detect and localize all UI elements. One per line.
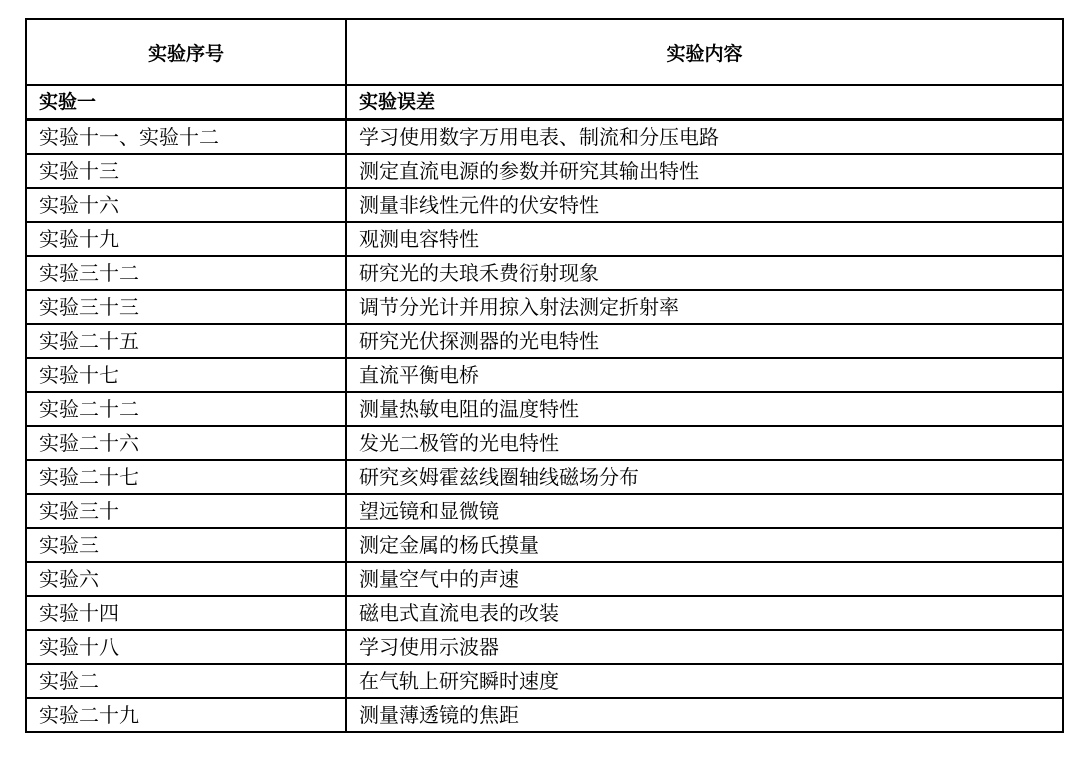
cell-experiment-id: 实验十七 [27,359,347,393]
table-row [27,529,1064,563]
cell-experiment-content: 实验误差 [347,86,1064,120]
cell-experiment-id: 实验十九 [27,223,347,257]
cell-experiment-content: 发光二极管的光电特性 [347,427,1064,461]
cell-experiment-content: 调节分光计并用掠入射法测定折射率 [347,291,1064,325]
cell-experiment-id: 实验十四 [27,597,347,631]
column-header-id: 实验序号 [27,20,347,86]
table-row [27,223,1064,257]
cell-experiment-id: 实验二 [27,665,347,699]
cell-experiment-content: 观测电容特性 [347,223,1064,257]
column-header-content: 实验内容 [347,20,1064,86]
cell-experiment-content: 磁电式直流电表的改装 [347,597,1064,631]
cell-experiment-content: 测定金属的杨氏摸量 [347,529,1064,563]
cell-experiment-content: 学习使用数字万用电表、制流和分压电路 [347,120,1064,155]
cell-experiment-id: 实验十三 [27,155,347,189]
cell-experiment-content: 在气轨上研究瞬时速度 [347,665,1064,699]
table-row [27,597,1064,631]
cell-experiment-id: 实验二十二 [27,393,347,427]
cell-experiment-content: 测量薄透镜的焦距 [347,699,1064,733]
cell-experiment-id: 实验三十二 [27,257,347,291]
cell-experiment-id: 实验十一、实验十二 [27,120,347,155]
cell-experiment-content: 测量空气中的声速 [347,563,1064,597]
table-row [27,291,1064,325]
cell-experiment-id: 实验二十七 [27,461,347,495]
table-row [27,631,1064,665]
table-row [27,393,1064,427]
cell-experiment-content: 测定直流电源的参数并研究其输出特性 [347,155,1064,189]
table-row [27,189,1064,223]
cell-experiment-id: 实验三十三 [27,291,347,325]
cell-experiment-id: 实验二十六 [27,427,347,461]
cell-experiment-id: 实验十八 [27,631,347,665]
table-row [27,563,1064,597]
cell-experiment-id: 实验三十 [27,495,347,529]
cell-experiment-content: 研究光伏探测器的光电特性 [347,325,1064,359]
cell-experiment-content: 测量热敏电阻的温度特性 [347,393,1064,427]
table-body [27,86,1064,733]
table-row [27,325,1064,359]
table-row [27,120,1064,155]
table-row [27,155,1064,189]
cell-experiment-content: 直流平衡电桥 [347,359,1064,393]
table-row [27,359,1064,393]
cell-experiment-content: 望远镜和显微镜 [347,495,1064,529]
cell-experiment-id: 实验一 [27,86,347,120]
table-row [27,699,1064,733]
table-row [27,461,1064,495]
cell-experiment-content: 测量非线性元件的伏安特性 [347,189,1064,223]
cell-experiment-id: 实验六 [27,563,347,597]
cell-experiment-content: 研究光的夫琅禾费衍射现象 [347,257,1064,291]
experiment-table [25,18,1064,733]
table-row [27,257,1064,291]
cell-experiment-id: 实验三 [27,529,347,563]
table-header-row [27,20,1064,86]
table-row [27,495,1064,529]
table-row [27,427,1064,461]
cell-experiment-id: 实验十六 [27,189,347,223]
table-row [27,86,1064,120]
cell-experiment-content: 学习使用示波器 [347,631,1064,665]
cell-experiment-id: 实验二十五 [27,325,347,359]
cell-experiment-content: 研究亥姆霍兹线圈轴线磁场分布 [347,461,1064,495]
table-row [27,665,1064,699]
cell-experiment-id: 实验二十九 [27,699,347,733]
